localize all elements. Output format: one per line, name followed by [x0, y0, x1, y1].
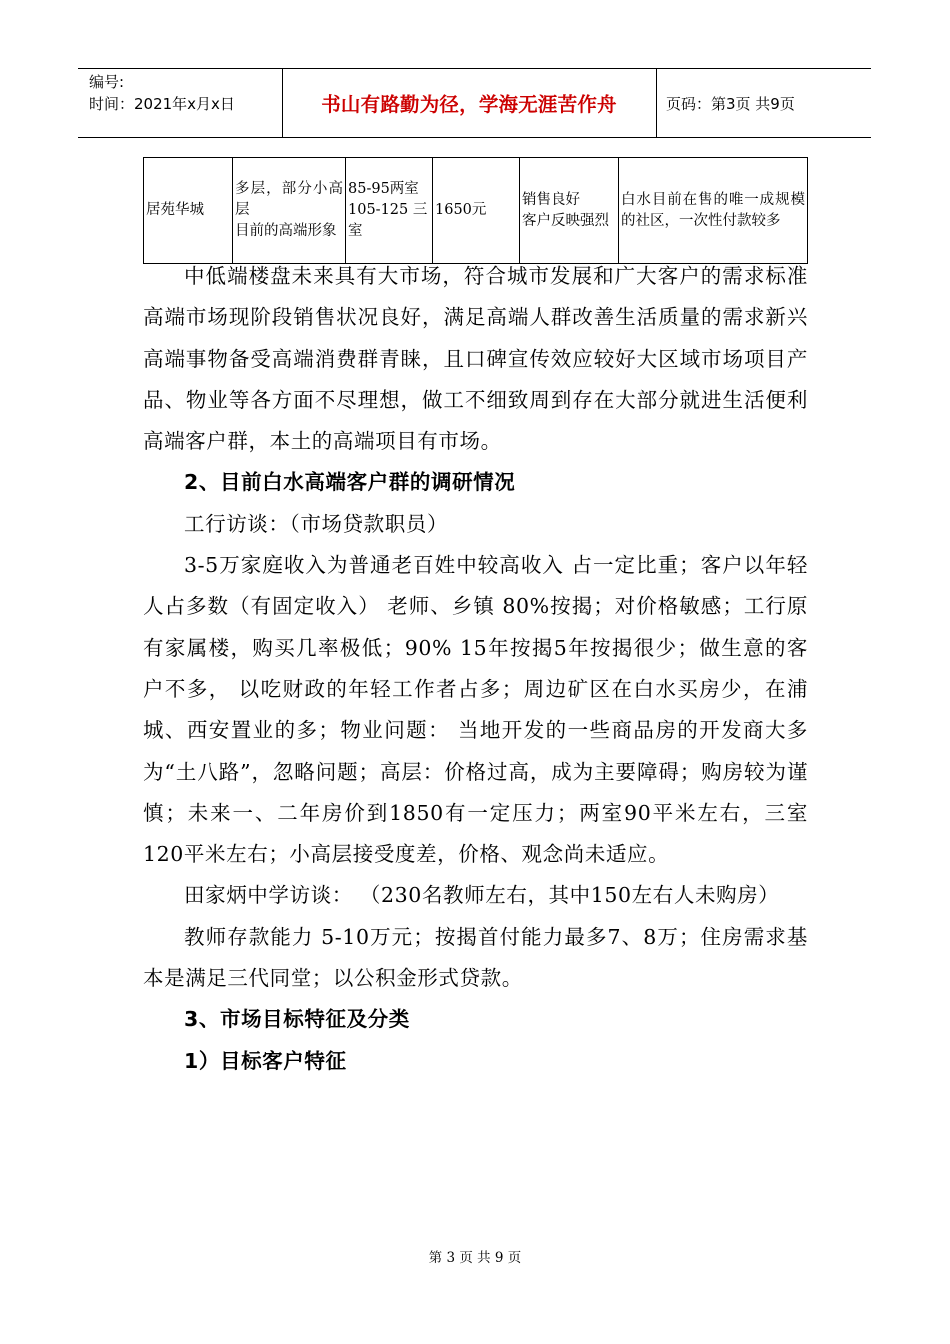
paragraph: 工行访谈：（市场贷款职员）: [184, 511, 449, 536]
cell-building-type: [233, 158, 346, 264]
section-heading: 2、目前白水高端客户群的调研情况: [184, 470, 516, 495]
paragraph: 中低端楼盘未来具有大市场，符合城市发展和广大客户的需求标准高端市场现阶段销售状况良好，满足高端人群改善生活质量的需求新兴高端事物备受高端消费群青睐，且口碑宣传效应较好大区域市场项目产品、物业等各方面不尽理想，做工不细致周到存在大部分就进生活便利高端客户群，本土的高端项目有市场。: [143, 264, 808, 454]
table-row: [144, 158, 808, 264]
header-divider: [656, 69, 657, 137]
cell-text: 销售良好 客户反映强烈: [522, 191, 609, 229]
paragraph: 教师存款能力 5-10万元；按揭首付能力最多7、8万；住房需求基本是满足三代同堂；以公积金形式贷款。: [143, 924, 808, 991]
header-page-number: 页码：第3页 共9页: [666, 94, 795, 113]
page-footer: 第 3 页 共 9 页: [428, 1250, 522, 1266]
cell-text: 多层，部分小高层 目前的高端形象: [235, 181, 343, 239]
paragraph: 田家炳中学访谈： （230名教师左右，其中150左右人未购房）: [184, 883, 780, 908]
cell-text: 85-95两室 105-125 三室: [348, 181, 428, 239]
time-label: 时间：2021年x月x日: [89, 95, 235, 113]
header-meta: [89, 71, 235, 115]
cell-project-name: 居苑华城: [144, 158, 233, 264]
header-motto: 书山有路勤为径，学海无涯苦作舟: [321, 93, 617, 116]
section-heading: 3、市场目标特征及分类: [184, 1007, 410, 1032]
cell-layout: [346, 158, 433, 264]
paragraph: 3-5万家庭收入为普通老百姓中较高收入 占一定比重；客户以年轻人占多数（有固定收入） 老师、乡镇 80%按揭；对价格敏感；工行原有家属楼，购买几率极低；90% 15年按揭5年按揭很少；做生意的客户不多， 以吃财政的年轻工作者占多；周边矿区在白水买房少，在浦城、西安置业的多；物业问题： 当地开发的一些商品房的开发商大多为“土八路”，忽略问题；高层：价格过高，成为主要障碍；购房较为谨慎；未来一、二年房价到1850有一定压力；两室90平米左右，三室120平米左右；小高层接受度差，价格、观念尚未适应。: [143, 553, 808, 867]
cell-remark: 白水目前在售的唯一成规模的社区，一次性付款较多: [619, 158, 808, 264]
subsection-heading: 1）目标客户特征: [184, 1048, 347, 1073]
code-label: 编号:: [89, 73, 125, 91]
cell-price: 1650元: [433, 158, 520, 264]
cell-sales-status: [520, 158, 619, 264]
project-table: [143, 157, 808, 264]
page-header: [78, 68, 871, 138]
document-body: [143, 256, 808, 1082]
